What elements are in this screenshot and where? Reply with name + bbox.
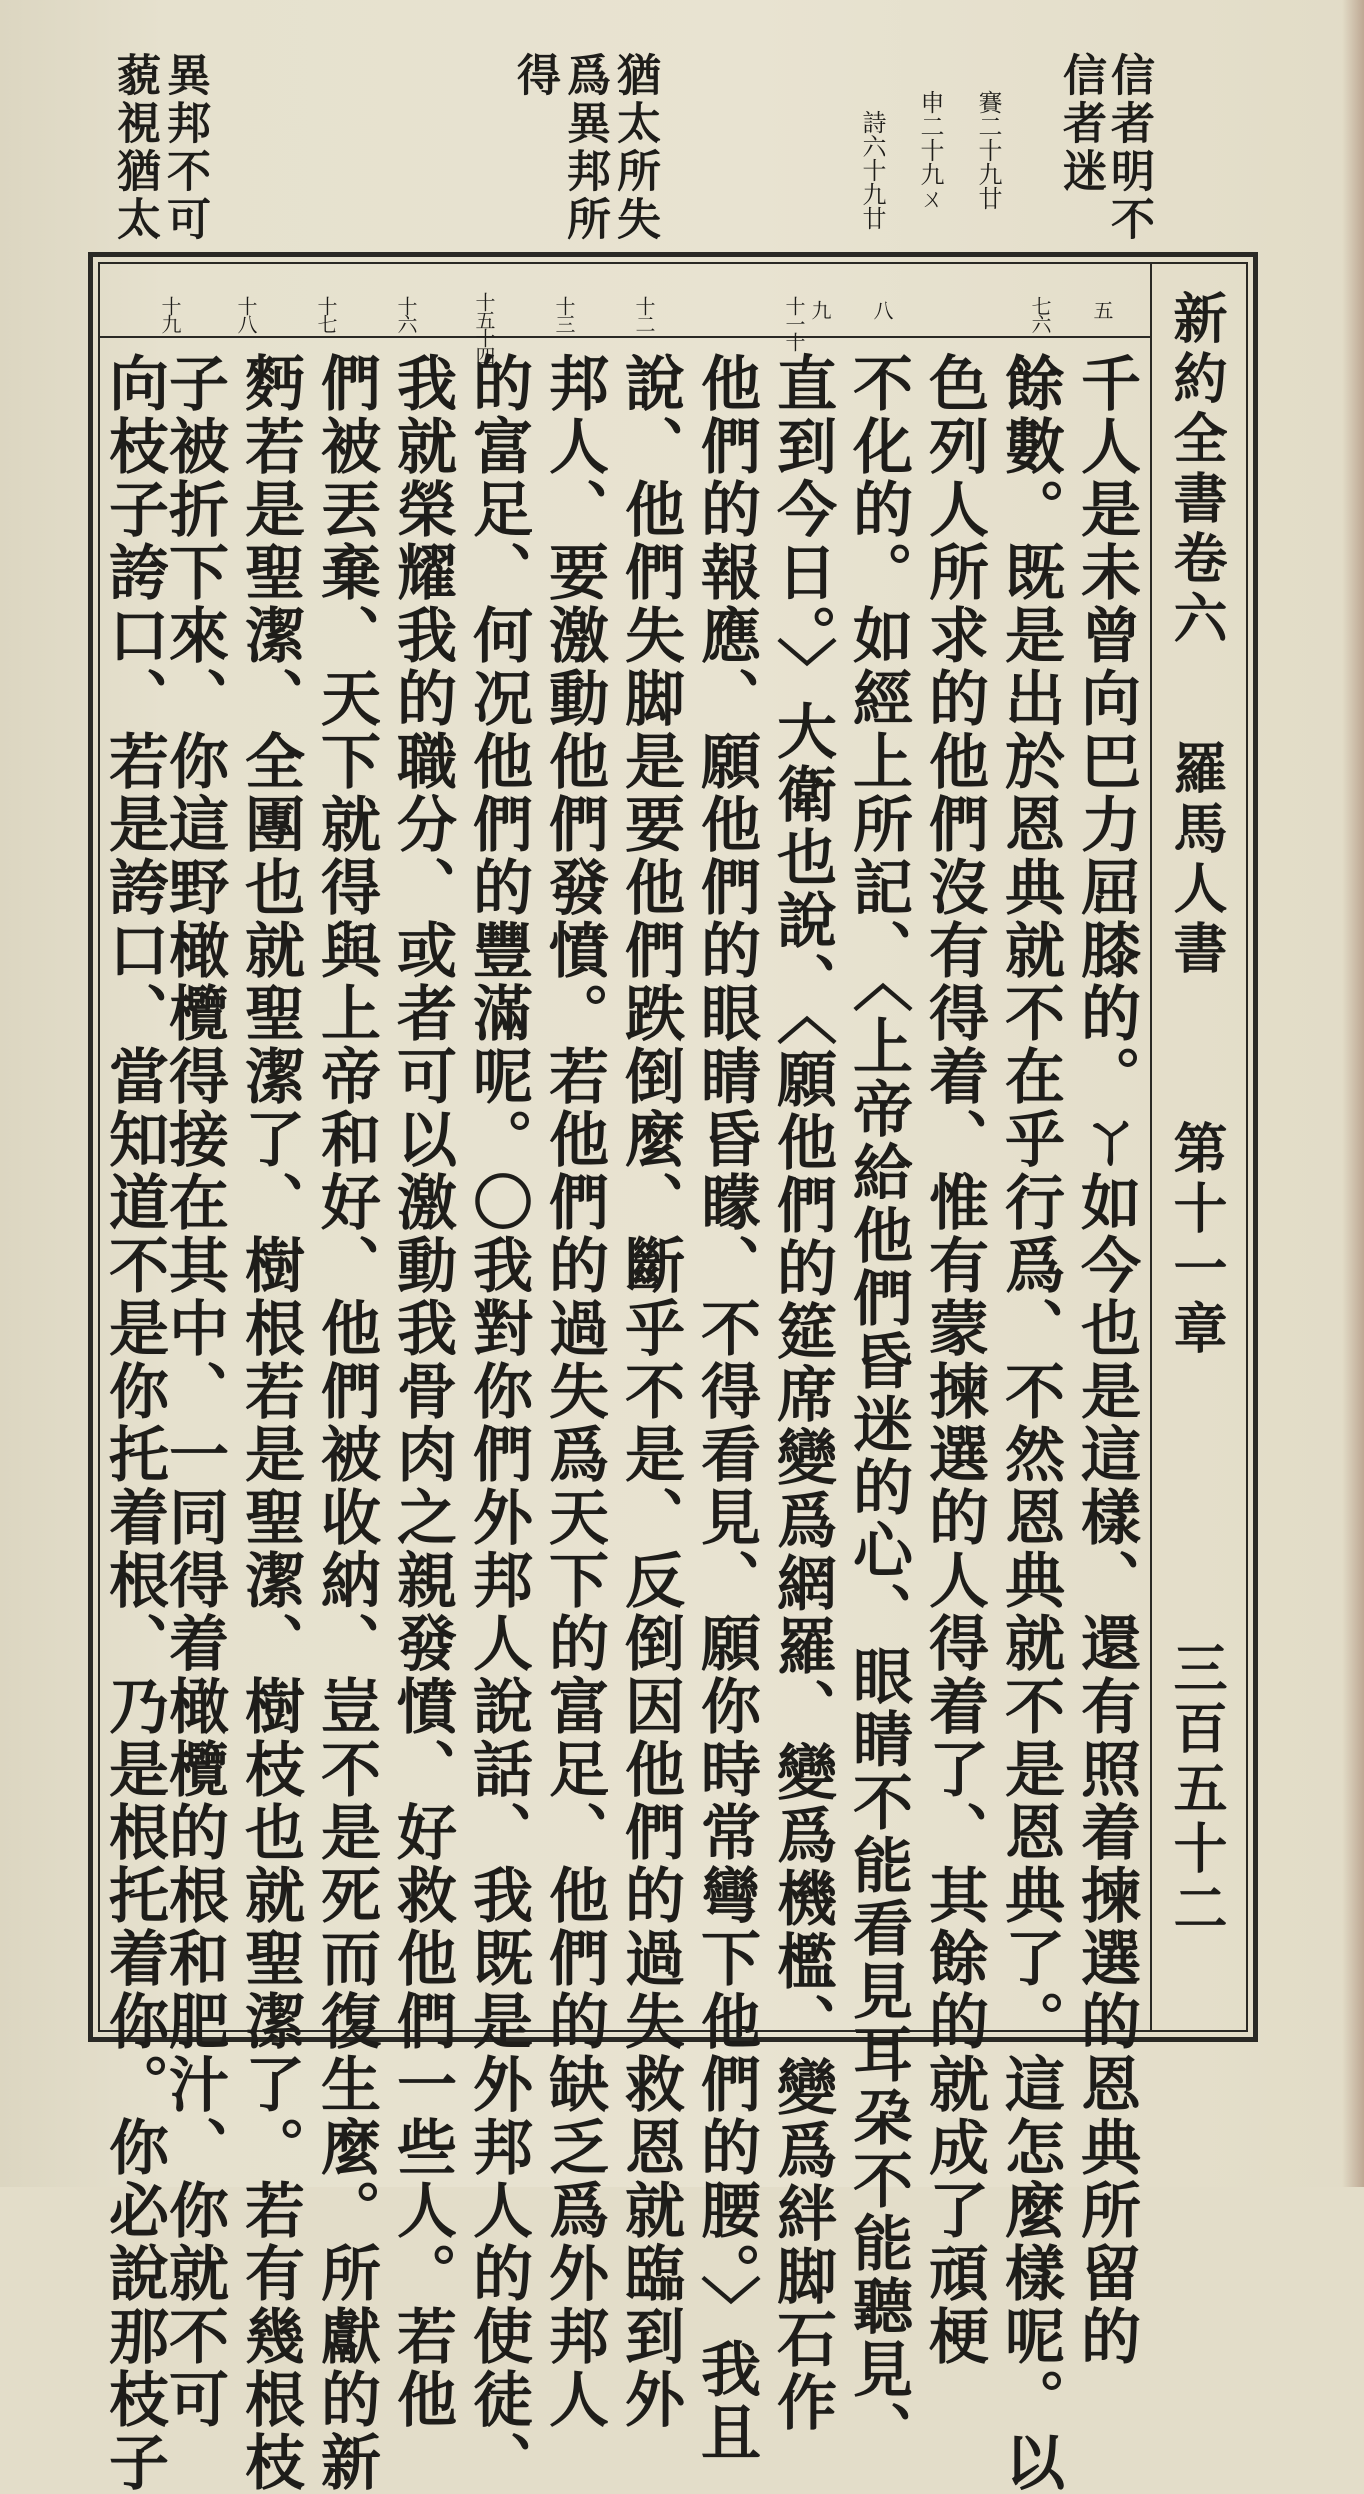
page-number: 三百五十二 [1165,1640,1229,1940]
book-title: 新約全書卷六 [1165,290,1229,650]
cross-reference: 申二十九ㄨ [916,90,944,210]
margin-note: 藐視猶太 [109,52,160,244]
body-column: 的富足、何况他們的豐滿呢。〇我對你們外邦人說話、我既是外邦人的使徒、 [463,352,533,2494]
body-column: 麪若是聖潔、全團也就聖潔了、樹根若是聖潔、樹枝也就聖潔了。若有幾根枝 [235,352,305,2494]
chapter-label: 第十一章 [1165,1120,1229,1360]
epistle-title: 羅馬人書 [1165,740,1229,980]
verse-marker: 十五十四 [472,292,496,364]
verse-marker: 十一十 [782,296,806,350]
margin-note: 得 [509,52,560,100]
body-column: 子被折下來、你這野橄欖得接在其中、一同得着橄欖的根和肥汁、你就不可 [159,352,229,2431]
body-column: 我就榮耀我的職分、或者可以激動我骨肉之親發憤、好救他們一些人。若他 [387,352,457,2431]
verse-marker: 十七 [314,296,338,332]
body-column: 邦人、要激動他們發憤。若他們的過失爲天下的富足、他們的缺乏爲外邦人 [539,352,609,2431]
body-column: 千人是未曾向巴力屈膝的。ㄚ如今也是這樣、還有照着揀選的恩典所留的 [1071,352,1141,2368]
body-column: 說、他們失脚是要他們跌倒麼、斷乎不是、反倒因他們的過失救恩就臨到外 [615,352,685,2431]
margin-note: 爲異邦所 [559,52,610,244]
verse-marker: 十二 [632,296,656,332]
body-column: 不化的。如經上所記、〈上帝給他們昏迷的心、眼睛不能看見耳朶不能聽見、 [843,352,913,2464]
verse-marker: 八 [870,300,894,318]
body-column: 直到今日。〉大衛也說、〈願他們的筵席變爲網羅、變爲機檻、變爲絆脚石作 [767,352,837,2434]
body-column: 向枝子誇口、若是誇口、當知道不是你托着根、乃是根托着你。你必說那枝子 [99,352,169,2494]
verse-marker: 十八 [234,296,258,332]
body-column: 色列人所求的他們沒有得着、惟有蒙揀選的人得着了、其餘的就成了頑梗 [919,352,989,2368]
margin-note: 猶太所失 [609,52,660,244]
verse-marker: 十六 [394,296,418,332]
body-column: 餘數。既是出於恩典就不在乎行爲、不然恩典就不是恩典了。這怎麼樣呢。以 [995,352,1065,2494]
verse-marker: 十九 [158,296,182,332]
margin-note: 信者迷 [1055,52,1106,196]
verse-marker: 九 [808,300,832,318]
margin-note: 異邦不可 [159,52,210,244]
verse-marker: 十三 [552,296,576,332]
header-divider [1150,262,1152,2032]
body-column: 他們的報應、願他們的眼睛昏矇、不得看見、願你時常彎下他們的腰。〉我且 [691,352,761,2464]
verse-marker: 五 [1090,300,1114,318]
verse-marker: 七六 [1028,296,1052,332]
cross-reference: 詩六十九廿 [858,110,886,230]
verse-number-divider [100,336,1150,338]
margin-note: 信者明不 [1103,52,1154,244]
body-column: 們被丟棄、天下就得與上帝和好、他們被收納、豈不是死而復生麼。所獻的新 [311,352,381,2494]
page-edge [1342,0,1364,2187]
cross-reference: 賽二十九廿 [974,90,1002,210]
